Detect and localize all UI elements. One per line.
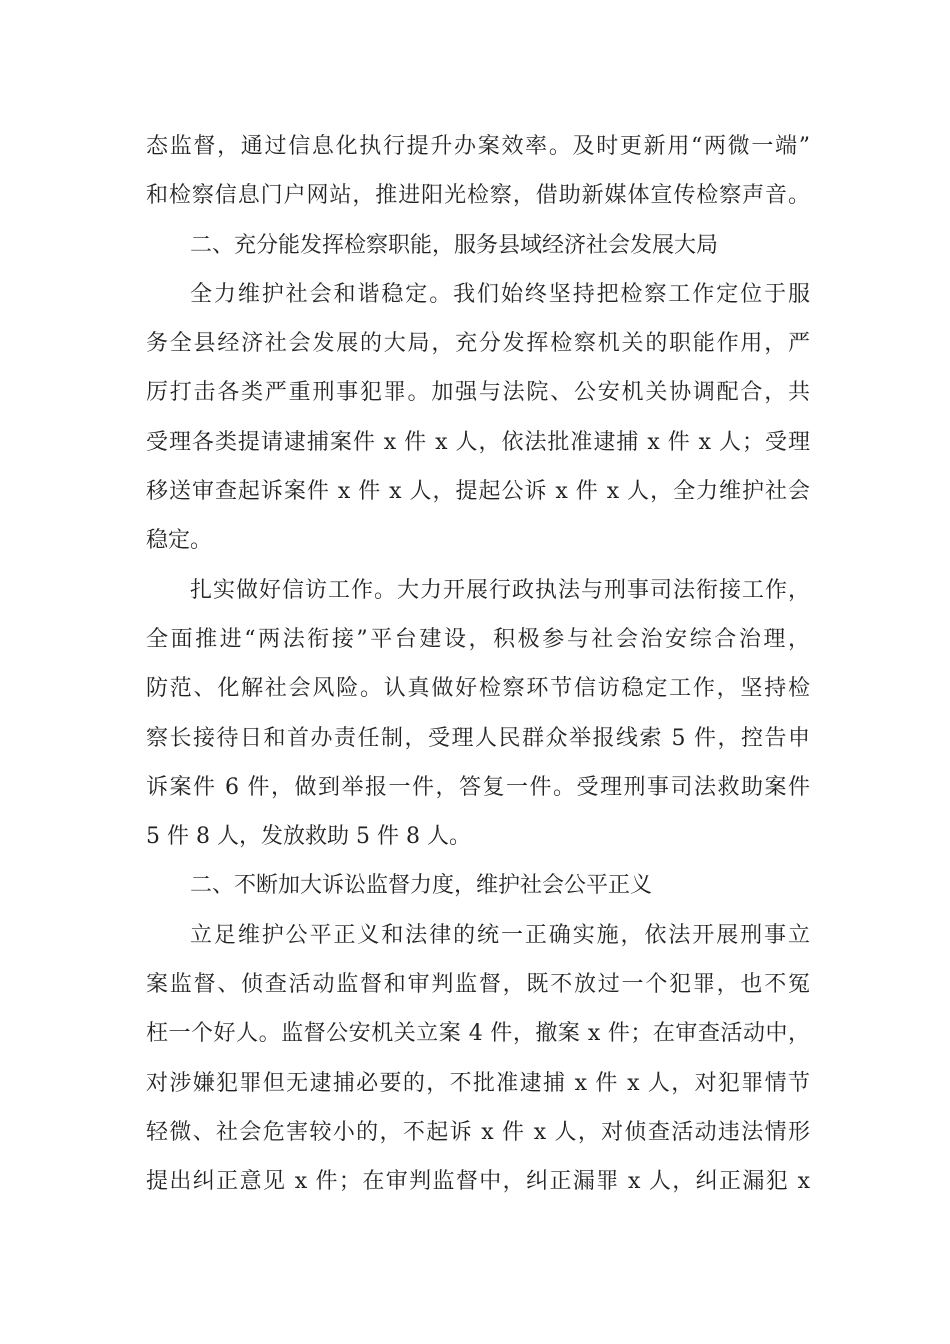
text-line: 厉打击各类严重刑事犯罪。加强与法院、公安机关协调配合，共	[146, 380, 810, 406]
text-line: 防范、化解社会风险。认真做好检察环节信访稳定工作，坚持检	[146, 676, 810, 702]
text-line: 对涉嫌犯罪但无逮捕必要的，不批准逮捕 x 件 x 人，对犯罪情节	[146, 1070, 810, 1096]
text-line: 察长接待日和首办责任制，受理人民群众举报线索 5 件，控告申	[146, 725, 810, 751]
text-line: 立足维护公平正义和法律的统一正确实施，依法开展刑事立	[190, 922, 810, 948]
text-line: 移送审查起诉案件 x 件 x 人，提起公诉 x 件 x 人，全力维护社会	[146, 479, 810, 505]
text-line: 轻微、社会危害较小的，不起诉 x 件 x 人，对侦查活动违法情形	[146, 1119, 810, 1145]
text-line: 务全县经济社会发展的大局，充分发挥检察机关的职能作用，严	[146, 331, 810, 357]
body-text	[146, 122, 810, 1207]
text-line: 全面推进“两法衔接”平台建设，积极参与社会治安综合治理，	[146, 626, 810, 652]
text-line: 受理各类提请逮捕案件 x 件 x 人，依法批准逮捕 x 件 x 人；受理	[146, 429, 810, 455]
text-line: 稳定。	[146, 528, 213, 554]
text-line: 提出纠正意见 x 件；在审判监督中，纠正漏罪 x 人，纠正漏犯 x	[146, 1169, 810, 1195]
text-line: 扎实做好信访工作。大力开展行政执法与刑事司法衔接工作，	[190, 577, 810, 603]
text-line: 枉一个好人。监督公安机关立案 4 件，撤案 x 件；在审查活动中，	[146, 1021, 810, 1047]
text-line: 案监督、侦查活动监督和审判监督，既不放过一个犯罪，也不冤	[146, 972, 810, 998]
text-line: 和检察信息门户网站，推进阳光检察，借助新媒体宣传检察声音。	[146, 183, 810, 209]
text-line: 5 件 8 人，发放救助 5 件 8 人。	[146, 824, 471, 850]
text-line: 诉案件 6 件，做到举报一件，答复一件。受理刑事司法救助案件	[146, 774, 810, 800]
text-line: 态监督，通过信息化执行提升办案效率。及时更新用“两微一端”	[146, 134, 810, 159]
text-line: 全力维护社会和谐稳定。我们始终坚持把检察工作定位于服	[190, 281, 810, 307]
text-line: 二、不断加大诉讼监督力度，维护社会公平正义	[190, 873, 653, 899]
text-line: 二、充分能发挥检察职能，服务县域经济社会发展大局	[190, 232, 719, 258]
